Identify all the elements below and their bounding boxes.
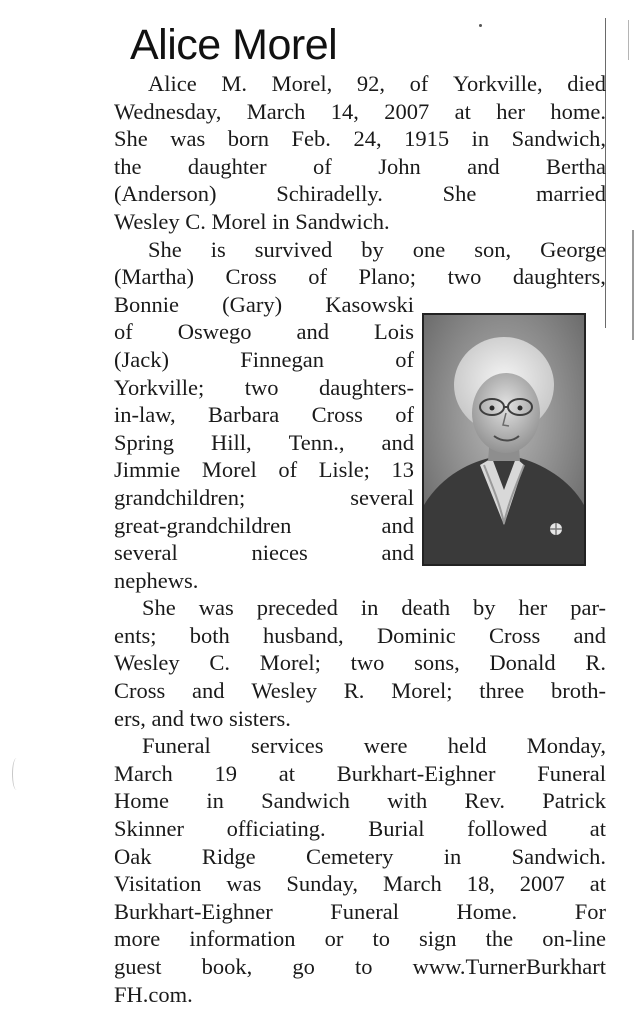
text-line: [114, 787, 606, 815]
word: in: [206, 788, 224, 814]
word: Cross: [488, 622, 541, 648]
word: Feb.: [291, 126, 331, 152]
portrait-illustration: [424, 315, 584, 564]
word: Funeral: [142, 733, 211, 759]
word: of: [278, 457, 298, 483]
word: Funeral: [330, 898, 399, 924]
text-line: [114, 677, 606, 705]
text-line: [114, 236, 606, 264]
word: of: [409, 71, 429, 96]
word: George: [540, 236, 606, 262]
word: held: [447, 733, 487, 759]
word: Bonnie: [114, 291, 179, 317]
word: daughters-: [319, 374, 414, 400]
text-line: [114, 925, 606, 953]
word: in-law,: [114, 402, 176, 428]
word: services: [251, 733, 324, 759]
text-line: [114, 539, 414, 567]
word: on-line: [542, 926, 606, 952]
word: two: [244, 374, 279, 400]
word: grandchildren;: [114, 484, 246, 510]
word: Home: [114, 788, 169, 814]
text-line: [114, 401, 414, 429]
word: Dominic: [376, 622, 456, 648]
word: is: [210, 236, 226, 262]
word: and: [381, 429, 414, 455]
word: Sandwich,: [511, 126, 606, 152]
word: C.: [209, 650, 230, 676]
word: three: [479, 678, 525, 704]
word: in: [360, 595, 379, 621]
text-line: [114, 153, 606, 181]
word: several: [350, 484, 414, 510]
word: 19: [214, 760, 237, 786]
word: Jimmie: [114, 457, 181, 483]
word: Sandwich: [261, 788, 350, 814]
word: home.: [550, 98, 606, 124]
word: married: [536, 181, 606, 207]
word: son,: [474, 236, 512, 262]
word: preceded: [256, 595, 338, 621]
word: nieces: [251, 540, 308, 566]
word: Spring: [114, 429, 175, 455]
text-line: [114, 125, 606, 153]
word: two: [447, 264, 482, 290]
word: Plano;: [358, 264, 417, 290]
word: 14,: [330, 98, 359, 124]
text-line: [114, 898, 606, 926]
word: daughters,: [512, 264, 606, 290]
word: Morel;: [391, 678, 453, 704]
word: her: [518, 595, 548, 621]
word: Funeral: [537, 760, 606, 786]
scan-smudge: [12, 758, 21, 790]
word: 2007: [519, 871, 565, 897]
word: Patrick: [542, 788, 606, 814]
word: Visitation: [114, 871, 202, 897]
word: She: [148, 236, 182, 262]
text-line: [114, 484, 414, 512]
word: 1915: [404, 126, 450, 152]
word: Sunday,: [286, 871, 359, 897]
word: Lois: [373, 319, 414, 345]
word: death: [401, 595, 451, 621]
text-line: [114, 512, 414, 540]
word: 18,: [466, 871, 495, 897]
portrait-photo: [422, 313, 586, 566]
word: 13: [391, 457, 414, 483]
word: March: [114, 760, 173, 786]
word: died: [567, 71, 606, 96]
text-line: FH.com.: [114, 981, 193, 1007]
word: R.: [585, 650, 606, 676]
word: Yorkville,: [453, 71, 543, 96]
word: Morel: [201, 457, 257, 483]
text-line: [114, 346, 414, 374]
text-line: Wesley C. Morel in Sandwich.: [114, 208, 390, 234]
word: Cross: [114, 678, 166, 704]
word: sign: [419, 926, 457, 952]
word: March: [246, 98, 306, 124]
scan-edge-mark: [632, 230, 634, 340]
word: in: [471, 126, 490, 152]
word: Cross: [311, 402, 363, 428]
word: of: [395, 346, 414, 372]
word: and: [192, 678, 225, 704]
word: She: [442, 181, 477, 207]
text-line: [114, 318, 414, 346]
word: Wednesday,: [114, 98, 222, 124]
word: one: [412, 236, 446, 262]
word: Lisle;: [318, 457, 370, 483]
text-line: [114, 456, 414, 484]
word: Rev.: [464, 788, 505, 814]
word: M.: [221, 71, 247, 96]
word: Oak: [114, 843, 152, 869]
word: Cross: [225, 264, 277, 290]
word: Wesley: [114, 650, 180, 676]
word: information: [189, 926, 296, 952]
word: survived: [254, 236, 333, 262]
word: at: [278, 760, 296, 786]
word: husband,: [263, 622, 344, 648]
word: (Gary): [222, 291, 283, 317]
word: sons,: [414, 650, 460, 676]
word: 92,: [356, 71, 385, 96]
word: more: [114, 926, 161, 952]
word: several: [114, 540, 178, 566]
text-line: [114, 953, 606, 981]
word: She: [114, 126, 148, 152]
word: was: [198, 595, 234, 621]
word: at: [589, 871, 606, 897]
word: For: [574, 898, 606, 924]
word: the: [485, 926, 514, 952]
text-line: [114, 180, 606, 208]
word: Burkhart-Eighner: [114, 898, 273, 924]
word: Cemetery: [305, 843, 394, 869]
word: Yorkville;: [114, 374, 205, 400]
text-line: [114, 594, 606, 622]
word: was: [226, 871, 262, 897]
scan-edge-mark: [628, 20, 629, 60]
word: March: [382, 871, 442, 897]
word: Tenn.,: [288, 429, 345, 455]
word: (Jack): [114, 346, 169, 372]
word: of: [114, 319, 133, 345]
text-line: nephews.: [114, 567, 199, 593]
text-line: [114, 70, 606, 98]
word: great-grandchildren: [114, 512, 292, 538]
word: of: [313, 153, 332, 179]
text-line: [114, 374, 414, 402]
word: 2007: [384, 98, 430, 124]
word: www.TurnerBurkhart: [412, 954, 606, 979]
text-line: [114, 760, 606, 788]
word: Hill,: [210, 429, 252, 455]
word: Home.: [456, 898, 518, 924]
word: Morel,: [271, 71, 333, 96]
word: ents;: [114, 622, 157, 648]
text-line: [114, 263, 606, 291]
scan-speck: [479, 24, 482, 27]
text-line: [114, 843, 606, 871]
text-line: [114, 815, 606, 843]
word: (Anderson): [114, 181, 217, 207]
word: her: [496, 98, 525, 124]
word: Oswego: [177, 319, 252, 345]
text-line: [114, 870, 606, 898]
word: Finnegan: [240, 346, 324, 372]
word: Barbara: [208, 402, 280, 428]
word: Skinner: [114, 816, 184, 842]
word: to: [355, 954, 373, 979]
word: at: [589, 816, 606, 842]
word: book,: [201, 954, 253, 979]
word: 24,: [353, 126, 382, 152]
obituary-headline: Alice Morel: [130, 21, 338, 69]
word: by: [473, 595, 496, 621]
word: Bertha: [546, 153, 606, 179]
text-line: [114, 649, 606, 677]
word: the: [114, 153, 142, 179]
word: in: [443, 843, 462, 869]
text-line: [114, 291, 414, 319]
word: and: [467, 153, 500, 179]
text-line: [114, 429, 414, 457]
word: or: [324, 926, 344, 952]
word: by: [361, 236, 384, 262]
text-line: [114, 98, 606, 126]
word: born: [227, 126, 270, 152]
word: and: [381, 540, 414, 566]
word: followed: [467, 816, 548, 842]
word: (Martha): [114, 264, 194, 290]
word: John: [378, 153, 421, 179]
word: officiating.: [226, 816, 326, 842]
word: both: [189, 622, 230, 648]
text-line: ers, and two sisters.: [114, 705, 291, 731]
word: Kasowski: [325, 291, 414, 317]
word: go: [292, 954, 315, 979]
word: Ridge: [201, 843, 256, 869]
word: guest: [114, 954, 162, 979]
word: with: [387, 788, 428, 814]
word: par-: [570, 595, 606, 621]
word: of: [308, 264, 328, 290]
word: Burkhart-Eighner: [336, 760, 496, 786]
word: of: [395, 402, 414, 428]
word: Sandwich.: [511, 843, 606, 869]
word: and: [381, 512, 414, 538]
word: Burial: [368, 816, 425, 842]
word: was: [170, 126, 206, 152]
text-line: [114, 732, 606, 760]
word: Schiradelly.: [276, 181, 383, 207]
word: were: [363, 733, 408, 759]
word: Morel;: [259, 650, 321, 676]
word: She: [142, 595, 176, 621]
word: and: [573, 622, 606, 648]
word: R.: [343, 678, 365, 704]
word: at: [454, 98, 471, 124]
word: Wesley: [251, 678, 317, 704]
word: daughter: [187, 153, 267, 179]
word: Donald: [489, 650, 556, 676]
word: broth-: [550, 678, 606, 704]
word: to: [372, 926, 390, 952]
text-line: [114, 622, 606, 650]
word: two: [350, 650, 385, 676]
word: Monday,: [526, 733, 606, 759]
word: and: [296, 319, 329, 345]
word: Alice: [148, 71, 197, 96]
